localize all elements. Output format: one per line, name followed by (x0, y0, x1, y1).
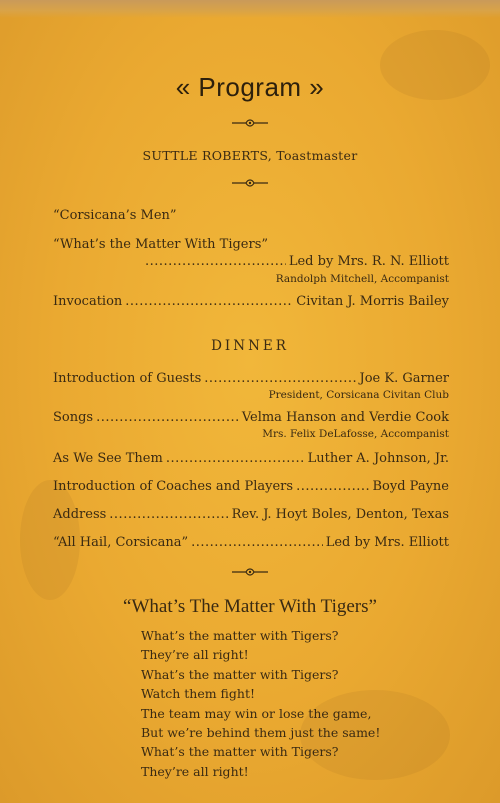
lyric-line: What’s the matter with Tigers? (141, 628, 339, 643)
lyric-line: Watch them fight! (141, 686, 255, 702)
program-item-row (53, 535, 449, 550)
leader-dots (145, 254, 286, 269)
program-item-sub: Mrs. Felix DeLafosse, Accompanist (262, 428, 449, 440)
song-title: “What’s The Matter With Tigers” (123, 596, 377, 617)
program-item-label: Songs (53, 410, 94, 425)
section-heading: DINNER (211, 338, 289, 354)
program-item-row (53, 294, 449, 309)
program-title: « Program » (175, 72, 325, 102)
lyric-line: But we’re behind them just the same! (141, 725, 381, 741)
paper-top-edge (0, 0, 500, 18)
program-item-row (53, 479, 449, 494)
program-item-value: Velma Hanson and Verdie Cook (241, 410, 449, 425)
program-item-value: Civitan J. Morris Bailey (296, 294, 449, 309)
program-item-label: Address (53, 507, 107, 522)
leader-dots (166, 451, 305, 466)
ornament-divider-icon (230, 178, 270, 188)
leader-dots (96, 410, 239, 425)
lyric-line: The team may win or lose the game, (141, 705, 372, 721)
program-item-row (53, 410, 449, 425)
program-item-value: Led by Mrs. Elliott (325, 535, 449, 550)
program-item-label: Introduction of Coaches and Players (53, 479, 294, 494)
program-item-row (145, 254, 449, 269)
program-item-value: Boyd Payne (372, 479, 449, 494)
program-item-label: “What’s the Matter With Tigers” (53, 237, 269, 252)
lyric-line: They’re all right! (141, 647, 249, 663)
song-lyrics (141, 626, 380, 781)
program-item-label: Introduction of Guests (53, 371, 202, 386)
program-item-row (53, 371, 449, 386)
program-item-sub: President, Corsicana Civitan Club (268, 389, 449, 401)
program-item-row (53, 451, 449, 466)
program-item-row (53, 507, 449, 522)
ornament-divider-icon (230, 118, 270, 128)
program-item-label: “Corsicana’s Men” (53, 208, 177, 223)
leader-dots (296, 479, 369, 494)
program-item-label: As We See Them (53, 451, 163, 466)
toastmaster-line: SUTTLE ROBERTS, Toastmaster (142, 148, 358, 163)
lyric-line: They’re all right! (141, 763, 249, 779)
program-item-label: Invocation (53, 294, 123, 309)
lyric-line: What’s the matter with Tigers? (141, 744, 339, 760)
program-item-value: Rev. J. Hoyt Boles, Denton, Texas (231, 507, 449, 522)
leader-dots (204, 371, 356, 386)
lyric-line: What’s the matter with Tigers? (141, 666, 339, 682)
leader-dots (109, 507, 228, 522)
leader-dots (191, 535, 323, 550)
program-item-value: Led by Mrs. R. N. Elliott (288, 254, 449, 269)
leader-dots (125, 294, 293, 309)
ornament-divider-icon (230, 567, 270, 577)
program-item-value: Joe K. Garner (359, 371, 449, 386)
program-item-label: “All Hail, Corsicana” (53, 535, 189, 550)
program-item-sub: Randolph Mitchell, Accompanist (275, 273, 449, 285)
program-item-value: Luther A. Johnson, Jr. (307, 451, 449, 466)
